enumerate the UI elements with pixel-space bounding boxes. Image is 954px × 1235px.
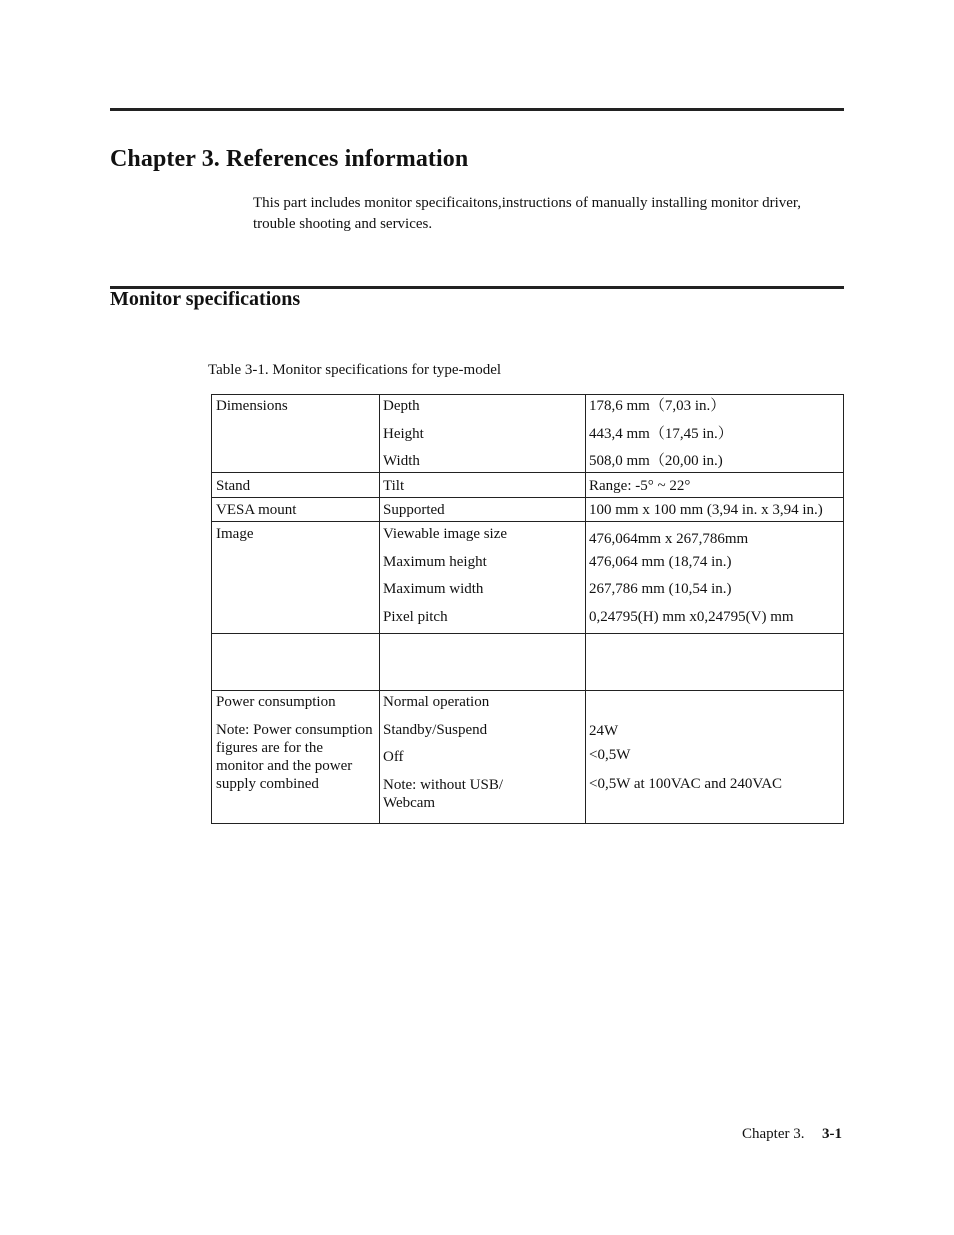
max-height-value: 476,064 mm (18,74 in.) xyxy=(589,554,732,570)
width-value: 508,0 mm（20,00 in.) xyxy=(589,453,723,469)
vesa-value: 100 mm x 100 mm (3,94 in. x 3,94 in.) xyxy=(589,502,823,518)
image-label: Image xyxy=(216,526,254,542)
viewable-size-label: Viewable image size xyxy=(383,526,508,542)
max-width-label: Maximum width xyxy=(383,581,484,597)
dimensions-label: Dimensions xyxy=(216,398,288,414)
footer-page-number: 3-1 xyxy=(822,1126,842,1142)
stand-label: Stand xyxy=(216,478,251,494)
pixel-pitch-label: Pixel pitch xyxy=(383,609,448,625)
width-label: Width xyxy=(383,453,420,469)
off-value: <0,5W at 100VAC and 240VAC xyxy=(589,776,783,792)
chapter-intro: This part includes monitor specificaitons,instructions of manually installing monitor driver, trouble shooting and services. xyxy=(253,195,802,232)
table-border-right xyxy=(843,394,844,824)
table-caption: Table 3-1. Monitor specifications for type-model xyxy=(208,362,502,378)
table-border-left xyxy=(211,394,212,824)
table-border-bottom xyxy=(211,823,844,824)
depth-label: Depth xyxy=(383,398,420,414)
normal-operation-label: Normal operation xyxy=(383,694,490,710)
table-column-divider xyxy=(379,394,380,824)
height-value: 443,4 mm（17,45 in.） xyxy=(589,426,733,442)
power-label: Power consumption xyxy=(216,694,336,710)
table-divider xyxy=(211,472,844,473)
usb-note: Note: without USB/ Webcam xyxy=(383,777,504,811)
standby-value: <0,5W xyxy=(589,747,631,763)
tilt-label: Tilt xyxy=(383,478,405,494)
top-rule xyxy=(110,108,844,111)
table-column-divider xyxy=(585,394,586,824)
table-divider xyxy=(211,521,844,522)
standby-label: Standby/Suspend xyxy=(383,722,488,738)
chapter-title: Chapter 3. References information xyxy=(110,146,469,172)
vesa-label: VESA mount xyxy=(216,502,297,518)
section-title: Monitor specifications xyxy=(110,288,301,310)
viewable-size-value: 476,064mm x 267,786mm xyxy=(589,531,749,547)
pixel-pitch-value: 0,24795(H) mm x0,24795(V) mm xyxy=(589,609,794,625)
footer-chapter-label: Chapter 3. xyxy=(742,1126,805,1142)
height-label: Height xyxy=(383,426,424,442)
table-divider xyxy=(211,497,844,498)
normal-operation-value: 24W xyxy=(589,723,619,739)
vesa-item: Supported xyxy=(383,502,445,518)
table-divider xyxy=(211,690,844,691)
max-height-label: Maximum height xyxy=(383,554,487,570)
tilt-value: Range: -5° ~ 22° xyxy=(589,478,691,494)
max-width-value: 267,786 mm (10,54 in.) xyxy=(589,581,732,597)
table-divider xyxy=(211,633,844,634)
off-label: Off xyxy=(383,749,404,765)
power-note: Note: Power consumption figures are for the monitor and the power supply combined xyxy=(216,722,373,792)
depth-value: 178,6 mm（7,03 in.） xyxy=(589,398,726,414)
table-border-top xyxy=(211,394,844,395)
